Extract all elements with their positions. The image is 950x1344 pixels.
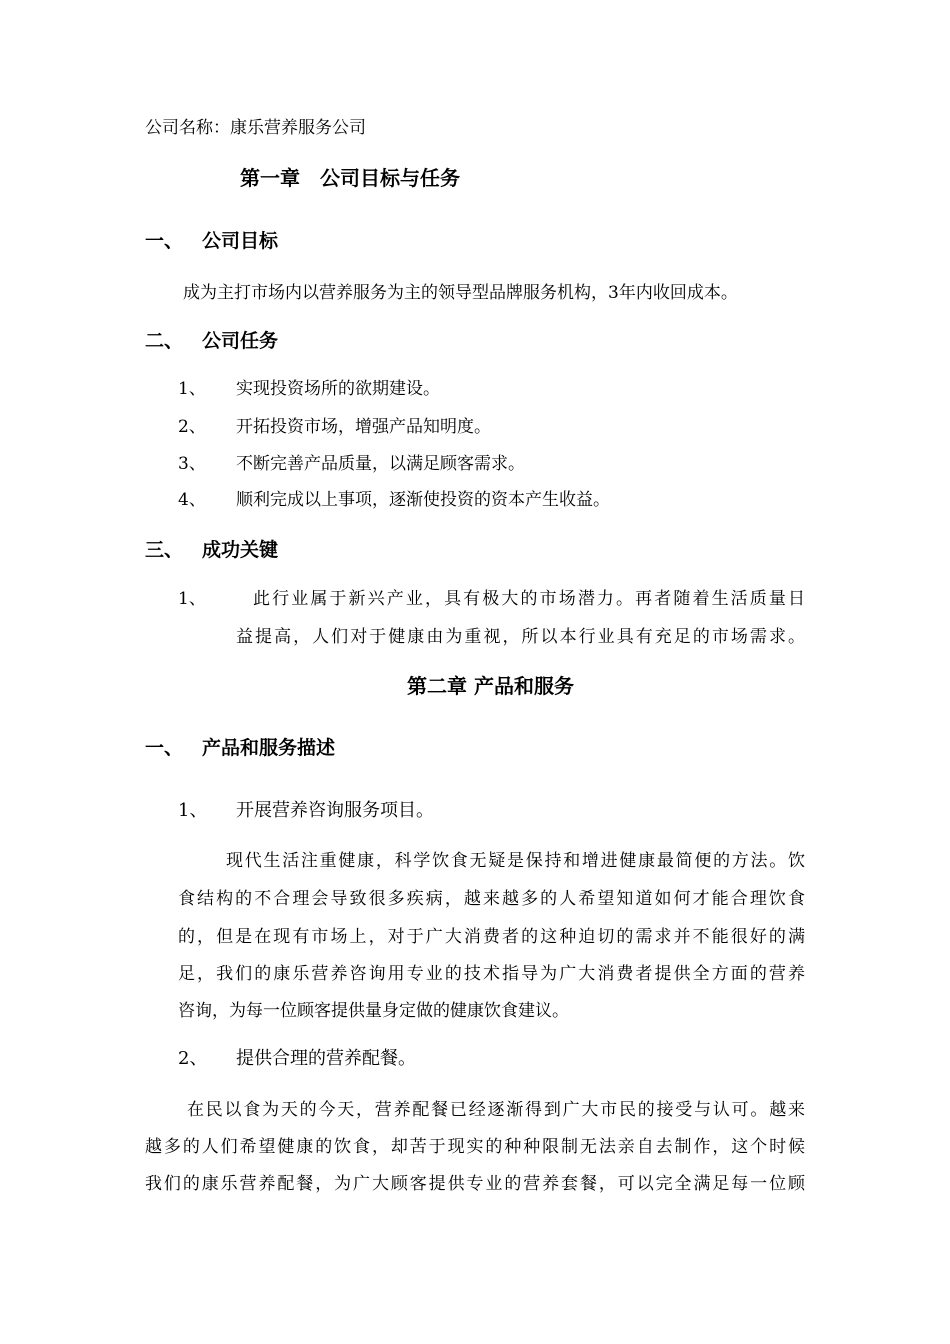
section-title: 成功关键 xyxy=(202,539,279,561)
list-item: 顺利完成以上事项，逐渐使投资的资本产生收益。 xyxy=(236,490,610,510)
paragraph: 成为主打市场内以营养服务为主的领导型品牌服务机构，3年内收回成本。 xyxy=(183,283,738,303)
list-number: 2、 xyxy=(178,417,206,437)
list-item: 实现投资场所的欲期建设。 xyxy=(236,379,440,399)
list-item-line: 益提高，人们对于健康由为重视，所以本行业具有充足的市场需求。 xyxy=(236,627,805,647)
company-name: 公司名称：康乐营养服务公司 xyxy=(145,118,366,138)
subsection-title: 开展营养咨询服务项目。 xyxy=(236,800,434,821)
section-number: 一、 xyxy=(145,230,184,252)
list-number: 1、 xyxy=(178,800,208,821)
paragraph-line: 足，我们的康乐营养咨询用专业的技术指导为广大消费者提供全方面的营养 xyxy=(178,964,805,984)
list-number: 1、 xyxy=(178,379,206,399)
section-title: 公司目标 xyxy=(202,230,279,252)
section-number: 二、 xyxy=(145,330,184,352)
paragraph-line: 现代生活注重健康，科学饮食无疑是保持和增进健康最简便的方法。饮 xyxy=(226,851,805,871)
section-number: 一、 xyxy=(145,737,184,759)
list-number: 4、 xyxy=(178,490,206,510)
section-title: 公司任务 xyxy=(202,330,279,352)
chapter-2-title: 第二章 产品和服务 xyxy=(407,674,574,698)
list-item: 开拓投资市场，增强产品知明度。 xyxy=(236,417,491,437)
list-item-line: 此行业属于新兴产业，具有极大的市场潜力。再者随着生活质量日 xyxy=(253,589,805,609)
paragraph-line: 的，但是在现有市场上，对于广大消费者的这种迫切的需求并不能很好的满 xyxy=(178,927,805,947)
section-title: 产品和服务描述 xyxy=(202,737,336,759)
paragraph-line: 我们的康乐营养配餐，为广大顾客提供专业的营养套餐，可以完全满足每一位顾 xyxy=(145,1174,805,1194)
list-number: 3、 xyxy=(178,454,206,474)
paragraph-line: 越多的人们希望健康的饮食，却苦于现实的种种限制无法亲自去制作，这个时候 xyxy=(145,1137,805,1157)
list-item: 不断完善产品质量，以满足顾客需求。 xyxy=(236,454,525,474)
subsection-title: 提供合理的营养配餐。 xyxy=(236,1048,416,1069)
paragraph-line: 在民以食为天的今天，营养配餐已经逐渐得到广大市民的接受与认可。越来 xyxy=(187,1100,805,1120)
paragraph-line: 食结构的不合理会导致很多疾病，越来越多的人希望知道如何才能合理饮食 xyxy=(178,889,805,909)
section-number: 三、 xyxy=(145,539,184,561)
list-number: 2、 xyxy=(178,1048,208,1069)
paragraph-line: 咨询，为每一位顾客提供量身定做的健康饮食建议。 xyxy=(178,1001,569,1021)
chapter-1-title: 第一章 公司目标与任务 xyxy=(240,166,460,190)
list-number: 1、 xyxy=(178,589,206,609)
